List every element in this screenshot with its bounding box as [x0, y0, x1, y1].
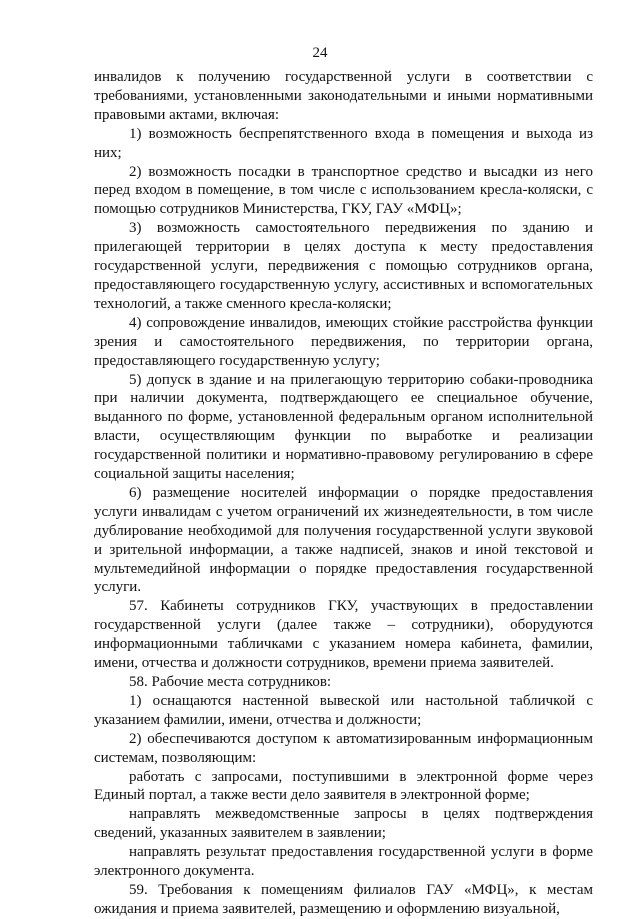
list-item-vehicle-boarding: 2) возможность посадки в транспортное средство и высадки из него перед входом в помещение, в том числе с использованием кресла-коляски, с помощью сотрудников Министерства, ГКУ, ГАУ «МФЦ»;: [94, 163, 593, 218]
clause-59: 59. Требования к помещениям филиалов ГАУ «МФЦ», к местам ожидания и приема заявителей, размещению и оформлению визуальной,: [94, 881, 593, 917]
paragraph-continuation: инвалидов к получению государственной услуги в соответствии с требованиями, установленными законодательными и иными нормативными правовыми актами, включая:: [94, 69, 593, 123]
list-item-information-carriers: 6) размещение носителей информации о порядке предоставления услуги инвалидам с учетом ограничений их жизнедеятельности, в том числе дублирование необходимой для получения государственной услуги звуковой и зрительной информации, а также надписей, знаков и иной текстовой и мультемедийной информации о порядке предоставления государственной услуги.: [94, 484, 593, 596]
clause-58: 58. Рабочие места сотрудников:: [129, 674, 332, 690]
page-number: 24: [312, 45, 328, 61]
document-body: [94, 68, 593, 919]
clause-58-subitem-requests: работать с запросами, поступившими в электронной форме через Единый портал, а также вести дело заявителя в электронной форме;: [94, 768, 593, 804]
clause-57: 57. Кабинеты сотрудников ГКУ, участвующих в предоставлении государственной услуги (далее также – сотрудники), оборудуются информационными табличками с указанием номера кабинета, фамилии, имени, отчества и должности сотрудников, времени приема заявителей.: [94, 598, 593, 672]
list-item-escort: 4) сопровождение инвалидов, имеющих стойкие расстройства функции зрения и самостоятельного передвижения, по территории органа, предоставляющего государственную услугу;: [94, 314, 593, 369]
clause-58-subitem-interagency: направлять межведомственные запросы в целях подтверждения сведений, указанных заявителем в заявлении;: [94, 806, 593, 842]
clause-58-item-1: 1) оснащаются настенной вывеской или настольной табличкой с указанием фамилии, имени, отчества и должности;: [94, 692, 593, 728]
clause-58-item-2: 2) обеспечиваются доступом к автоматизированным информационным системам, позволяющим:: [94, 730, 593, 766]
list-item-guide-dog: 5) допуск в здание и на прилегающую территорию собаки-проводника при наличии документа, подтверждающего ее специальное обучение, выданного по форме, установленной федеральным органом исполнительной власти, осуществляющим функции по выработке и реализации государственной политики и нормативно-правовому регулированию в сфере социальной защиты населения;: [94, 371, 593, 483]
list-item-entrance-exit: 1) возможность беспрепятственного входа в помещения и выхода из них;: [94, 125, 593, 161]
clause-58-subitem-result: направлять результат предоставления государственной услуги в форме электронного документа.: [94, 844, 593, 880]
list-item-independent-movement: 3) возможность самостоятельного передвижения по зданию и прилегающей территории в целях доступа к месту предоставления государственной услуги, передвижения с помощью сотрудников органа, предоставляющего государственную услугу, ассистивных и вспомогательных технологий, а также сменного кресла-коляски;: [94, 220, 593, 312]
